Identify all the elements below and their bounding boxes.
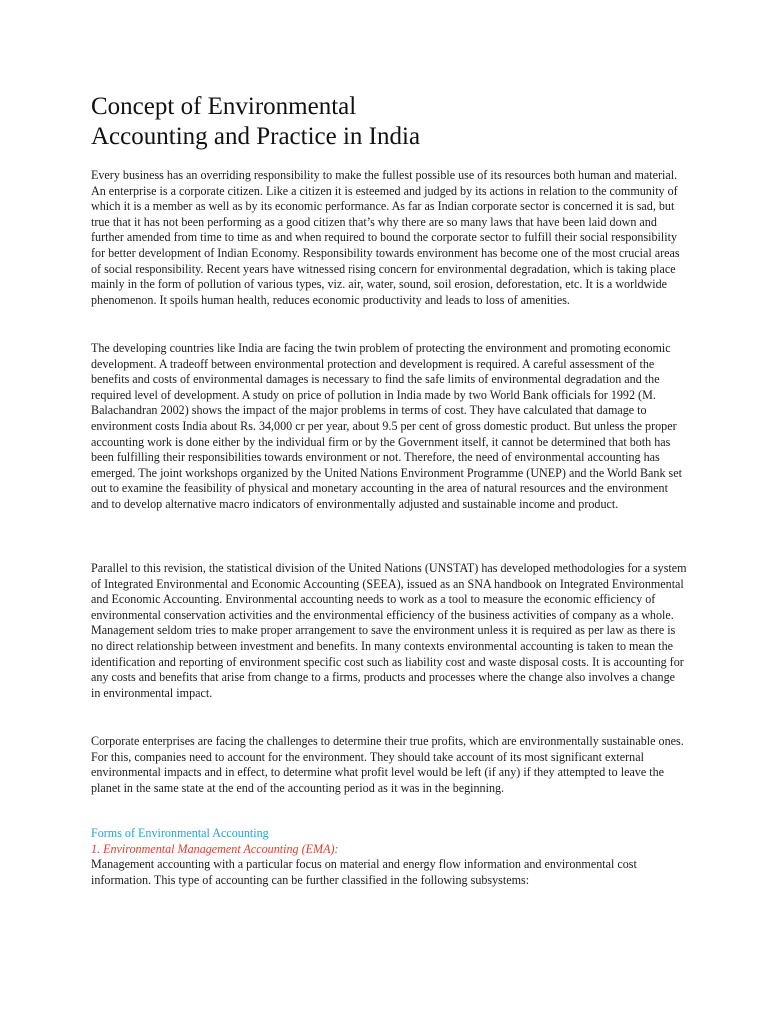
paragraph-ema: Management accounting with a particular focus on material and energy flow information and environmental cost information. This type of accounting can be further classified in the following subsystems: [91,857,637,887]
paragraph-developing-countries: The developing countries like India are facing the twin problem of protecting the environment and promoting economic development. A tradeoff between environmental protection and development is required. A careful assessment of the benefits and costs of environmental damages is necessary to find the safe limits of environmental degradation and the required level of development. A study on price of pollution in India made by two World Bank officials for 1992 (M. Balachandran 2002) shows the impact of the major problems in terms of cost. They have calculated that damage to environment costs India about Rs. 34,000 cr per year, about 9.5 per cent of gross domestic product. But unless the proper accounting work is done either by the individual firm or by the Government itself, it cannot be determined that both has been fulfilling their responsibilities towards environment or not. Therefore, the need of environmental accounting has emerged. The joint workshops organized by the United Nations Environment Programme (UNEP) and the World Bank set out to examine the feasibility of physical and monetary accounting in the area of natural resources and the environment and to develop alternative macro indicators of environmentally adjusted and sustainable income and product. [91,341,682,511]
section-heading: Forms of Environmental Accounting [91,826,269,840]
title-line-1: Concept of Environmental [91,93,357,120]
page-title [91,92,420,152]
title-line-2: Accounting and Practice in India [91,123,421,150]
paragraph-corporate-enterprises: Corporate enterprises are facing the challenges to determine their true profits, which are environmentally sustainable ones. For this, companies need to account for the environment. They should take account of its most significant external environmental impacts and in effect, to determine what profit level would be left (if any) if they attempted to leave the planet in the same state at the end of the accounting period as it was in the beginning. [91,734,684,795]
paragraph-unstat: Parallel to this revision, the statistical division of the United Nations (UNSTAT) has developed methodologies for a system of Integrated Environmental and Economic Accounting (SEEA), issued as an SNA handbook on Integrated Environmental and Economic Accounting. Environmental accounting needs to work as a tool to measure the economic efficiency of environmental conservation activities and the environmental efficiency of the business activities of company as a whole. Management seldom tries to make proper arrangement to save the environment unless it is required as per law as there is no direct relationship between investment and benefits. In many contexts environmental accounting is taken to mean the identification and reporting of environment specific cost such as liability cost and waste disposal costs. It is accounting for any costs and benefits that arise from change to a firms, products and processes where the change also involves a change in environmental impact. [91,561,687,700]
subsection-heading: 1. Environmental Management Accounting (EMA): [91,842,339,856]
paragraph-intro: Every business has an overriding responsibility to make the fullest possible use of its resources both human and material. An enterprise is a corporate citizen. Like a citizen it is esteemed and judged by its actions in relation to the community of which it is a member as well as by its economic performance. As far as Indian corporate sector is concerned it is sad, but true that it has not been performing as a good citizen that’s why there are so many laws that have been laid down and further amended from time to time as and when required to bound the corporate sector to fulfill their social responsibility for better development of Indian Economy. Responsibility towards environment has become one of the most crucial areas of social responsibility. Recent years have witnessed rising concern for environmental degradation, which is taking place mainly in the form of pollution of various types, viz. air, water, sound, soil erosion, deforestation, etc. It is a worldwide phenomenon. It spoils human health, reduces economic productivity and leads to loss of amenities. [91,168,680,307]
